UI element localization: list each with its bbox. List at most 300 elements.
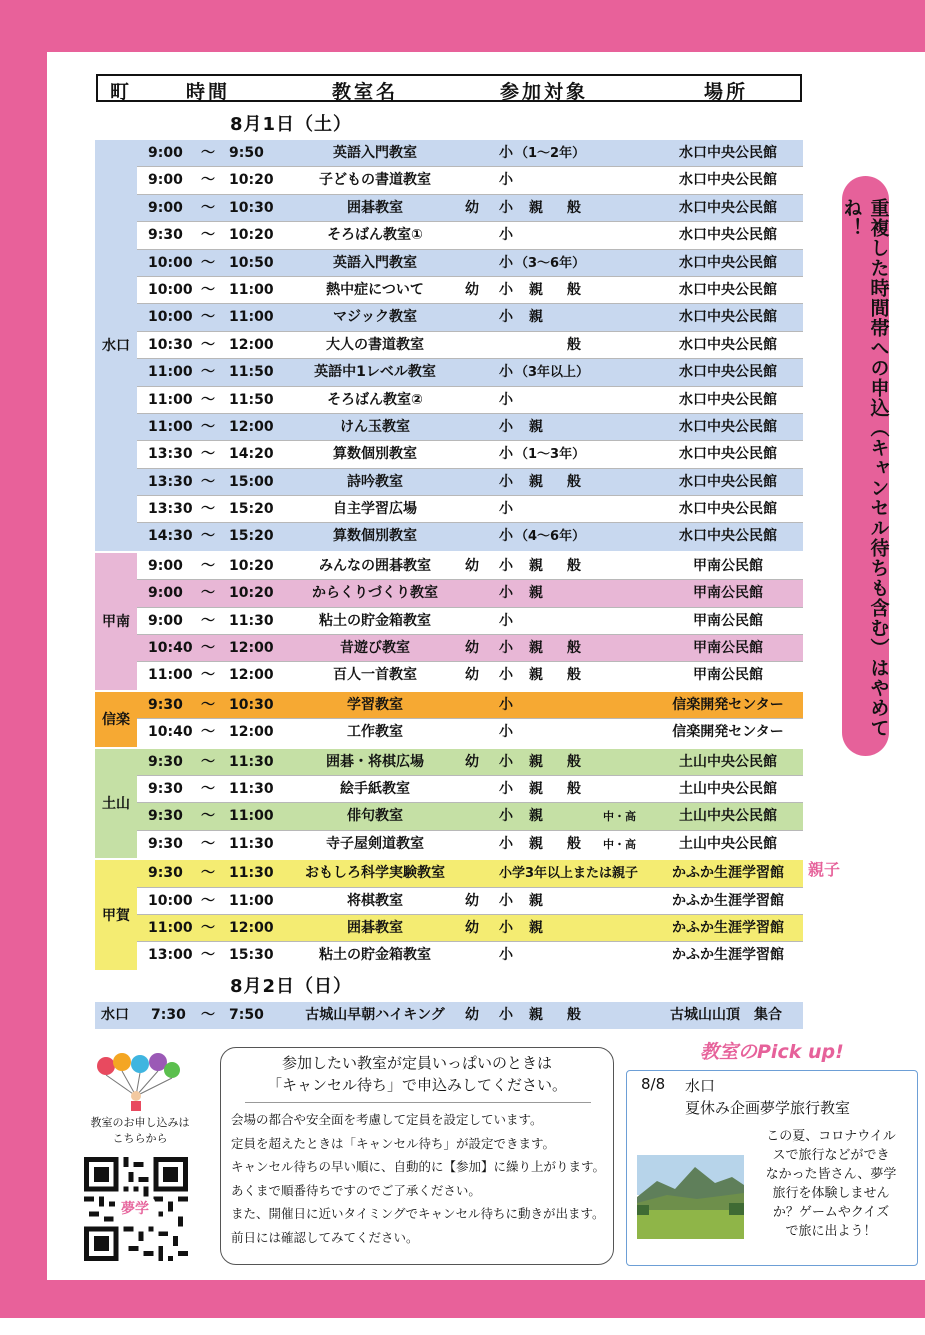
- start-time: 9:30: [148, 835, 183, 852]
- end-time: 15:20: [229, 501, 274, 518]
- start-time: 9:30: [148, 696, 183, 713]
- pickup-desc-2: スで旅行などができ: [772, 1148, 890, 1163]
- class-name: 学習教室: [347, 696, 403, 713]
- town-label: 水口: [95, 140, 137, 551]
- pickup-desc-5: か？ゲームやクイズ: [772, 1205, 890, 1220]
- class-name: 熱中症について: [326, 281, 424, 298]
- town-label: 信楽: [95, 692, 137, 747]
- target-preschool: 幼: [465, 281, 479, 298]
- venue: 信楽開発センター: [672, 724, 784, 741]
- target-elementary: 小: [499, 585, 513, 602]
- venue: 甲南公民館: [693, 667, 763, 684]
- venue: 水口中央公民館: [679, 446, 777, 463]
- target-note: （4～6年）: [515, 529, 586, 545]
- target-parent: 親: [529, 585, 543, 602]
- time-separator: ～: [201, 528, 215, 545]
- schedule-row: [137, 359, 803, 386]
- time-separator: ～: [201, 780, 215, 797]
- aug2-start: 7:30: [151, 1007, 186, 1023]
- notice-head-line1: 参加したい教室が定員いっぱいのときは: [281, 1054, 552, 1072]
- header-name: 教室名: [332, 81, 399, 103]
- end-time: 11:00: [229, 892, 274, 909]
- target-general: 般: [567, 667, 581, 684]
- target-elementary: 小: [499, 557, 513, 574]
- schedule-row: [137, 749, 803, 776]
- target-parent: 親: [529, 281, 543, 298]
- venue: 甲南公民館: [693, 557, 763, 574]
- aug2-tilde: ～: [201, 1007, 215, 1023]
- time-separator: ～: [201, 281, 215, 298]
- notice-line-1: 会場の都合や安全面を考慮して定員を設定しています。: [231, 1112, 543, 1127]
- schedule-row: [137, 831, 803, 858]
- time-separator: ～: [201, 753, 215, 770]
- venue: かふか生涯学習館: [672, 865, 784, 882]
- end-time: 10:30: [229, 696, 274, 713]
- time-separator: ～: [201, 557, 215, 574]
- class-name: 英語入門教室: [333, 254, 417, 271]
- start-time: 11:00: [148, 418, 193, 435]
- class-name: 粘土の貯金箱教室: [319, 612, 431, 629]
- end-time: 12:00: [229, 336, 274, 353]
- aug2-end: 7:50: [229, 1007, 264, 1023]
- start-time: 9:00: [148, 585, 183, 602]
- target-elementary: 小: [499, 919, 513, 936]
- schedule-row: [137, 140, 803, 167]
- schedule-row: [137, 860, 803, 887]
- schedule-row: [137, 942, 803, 969]
- time-separator: ～: [201, 254, 215, 271]
- class-name: 英語中1レベル教室: [314, 364, 436, 381]
- end-time: 11:30: [229, 753, 274, 770]
- start-time: 9:00: [148, 199, 183, 216]
- venue: 水口中央公民館: [679, 364, 777, 381]
- town-label: 甲南: [95, 553, 137, 690]
- class-name: 寺子屋剣道教室: [326, 835, 424, 852]
- schedule-row: [137, 332, 803, 359]
- target-elementary: 小: [499, 145, 513, 161]
- class-name: けん玉教室: [340, 418, 410, 435]
- time-separator: ～: [201, 364, 215, 381]
- target-elementary: 小: [499, 753, 513, 770]
- schedule-row: [137, 635, 803, 662]
- venue: 水口中央公民館: [679, 281, 777, 298]
- time-separator: ～: [201, 501, 215, 518]
- target-note: （1～3年）: [515, 447, 586, 463]
- target-preschool: 幼: [465, 892, 479, 909]
- end-time: 10:20: [229, 172, 274, 189]
- pickup-name: 夏休み企画夢学旅行教室: [685, 1099, 851, 1117]
- end-time: 9:50: [229, 145, 264, 161]
- schedule-row: [137, 719, 803, 746]
- schedule-row: [137, 915, 803, 942]
- town-block: [95, 692, 803, 749]
- aug2-town: 水口: [101, 1007, 129, 1023]
- venue: 土山中央公民館: [679, 808, 777, 825]
- venue: 信楽開発センター: [672, 696, 784, 713]
- start-time: 9:00: [148, 172, 183, 189]
- venue: 水口中央公民館: [679, 227, 777, 244]
- start-time: 10:40: [148, 724, 193, 741]
- target-general: 般: [567, 336, 581, 353]
- start-time: 9:00: [148, 145, 183, 161]
- balloons-icon: [92, 1052, 182, 1112]
- target-elementary: 小: [499, 835, 513, 852]
- start-time: 10:40: [148, 640, 193, 657]
- target-preschool: 幼: [465, 557, 479, 574]
- class-name: 英語入門教室: [333, 145, 417, 161]
- schedule-row: [137, 414, 803, 441]
- class-name: 昔遊び教室: [340, 640, 410, 657]
- class-name: 囲碁・将棋広場: [326, 753, 424, 770]
- start-time: 13:30: [148, 473, 193, 490]
- venue: 土山中央公民館: [679, 753, 777, 770]
- start-time: 9:30: [148, 227, 183, 244]
- header-time: 時間: [186, 81, 231, 103]
- class-name: 算数個別教室: [333, 528, 417, 545]
- time-separator: ～: [201, 865, 215, 882]
- end-time: 12:00: [229, 724, 274, 741]
- date-aug2: 8月2日（日）: [230, 976, 353, 997]
- class-name: からくりづくり教室: [312, 585, 438, 602]
- class-name: おもしろ科学実験教室: [305, 865, 445, 882]
- pickup-desc-6: で旅に出よう！: [785, 1224, 877, 1239]
- oyako-label: 親子: [808, 860, 841, 879]
- class-name: みんなの囲碁教室: [319, 557, 431, 574]
- class-name: 詩吟教室: [347, 473, 403, 490]
- schedule-row: [137, 195, 803, 222]
- schedule-row: [137, 469, 803, 496]
- target-elementary: 小: [499, 501, 513, 518]
- target-parent: 親: [529, 780, 543, 797]
- venue: かふか生涯学習館: [672, 947, 784, 964]
- target-elementary: 小: [499, 391, 513, 408]
- start-time: 10:00: [148, 254, 193, 271]
- venue: 水口中央公民館: [679, 418, 777, 435]
- end-time: 11:00: [229, 281, 274, 298]
- target-elementary: 小: [499, 892, 513, 909]
- class-name: 粘土の貯金箱教室: [319, 947, 431, 964]
- qr-label: 夢学: [115, 1198, 155, 1220]
- notice-line-6: 前日には確認してみてください。: [231, 1229, 419, 1245]
- schedule-row: [137, 167, 803, 194]
- target-elementary: 小: [499, 640, 513, 657]
- class-name: 俳句教室: [347, 808, 403, 825]
- schedule-row: [137, 277, 803, 304]
- time-separator: ～: [201, 336, 215, 353]
- aug2-y: 幼: [465, 1007, 479, 1023]
- notice-head-line2: 「キャンセル待ち」で申込みしてください。: [266, 1076, 567, 1094]
- date-aug1: 8月1日（土）: [230, 114, 353, 135]
- schedule-row: [137, 608, 803, 635]
- venue: 甲南公民館: [693, 640, 763, 657]
- target-general: 般: [567, 753, 581, 770]
- time-separator: ～: [201, 724, 215, 741]
- target-secondary: 中・高: [603, 837, 636, 851]
- target-elementary: 小: [499, 364, 513, 381]
- target-parent: 親: [529, 557, 543, 574]
- time-separator: ～: [201, 892, 215, 909]
- target-preschool: 幼: [465, 919, 479, 936]
- target-secondary: 中・高: [603, 810, 636, 824]
- aug2-i: 般: [567, 1007, 581, 1023]
- target-parent: 親: [529, 835, 543, 852]
- time-separator: ～: [201, 145, 215, 161]
- target-elementary: 小: [499, 528, 513, 545]
- start-time: 9:00: [148, 557, 183, 574]
- town-block: [95, 140, 803, 553]
- target-general: 般: [567, 835, 581, 852]
- class-name: 絵手紙教室: [340, 780, 410, 797]
- pickup-description: [751, 1127, 911, 1241]
- header-target: 参加対象: [500, 81, 589, 103]
- target-elementary: 小: [499, 199, 513, 216]
- end-time: 10:20: [229, 557, 274, 574]
- target-preschool: 幼: [465, 753, 479, 770]
- end-time: 11:50: [229, 364, 274, 381]
- schedule-row: [137, 776, 803, 803]
- notice-divider: [245, 1102, 591, 1103]
- start-time: 13:30: [148, 446, 193, 463]
- start-time: 11:00: [148, 391, 193, 408]
- target-elementary: 小: [499, 254, 513, 271]
- town-label: 土山: [95, 749, 137, 859]
- schedule-row: [137, 553, 803, 580]
- venue: 土山中央公民館: [679, 835, 777, 852]
- class-name: 算数個別教室: [333, 446, 417, 463]
- schedule-row: [137, 304, 803, 331]
- target-parent: 親: [529, 418, 543, 435]
- target-general: 般: [567, 199, 581, 216]
- pickup-town: 水口: [685, 1077, 716, 1095]
- class-name: 工作教室: [347, 724, 403, 741]
- start-time: 11:00: [148, 919, 193, 936]
- target-parent: 親: [529, 808, 543, 825]
- class-name: 子どもの書道教室: [319, 172, 431, 189]
- target-elementary: 小: [499, 612, 513, 629]
- start-time: 10:00: [148, 309, 193, 326]
- schedule-row: [137, 387, 803, 414]
- target-parent: 親: [529, 919, 543, 936]
- time-separator: ～: [201, 640, 215, 657]
- venue: 水口中央公民館: [679, 309, 777, 326]
- target-elementary: 小: [499, 281, 513, 298]
- end-time: 12:00: [229, 667, 274, 684]
- end-time: 11:30: [229, 780, 274, 797]
- time-separator: ～: [201, 947, 215, 964]
- table-header: [96, 74, 802, 102]
- pickup-date: 8/8: [641, 1075, 666, 1093]
- class-name: そろばん教室①: [327, 227, 423, 244]
- schedule-table: [95, 140, 803, 972]
- header-place: 場所: [704, 81, 749, 103]
- town-label: 甲賀: [95, 860, 137, 970]
- venue: 水口中央公民館: [679, 391, 777, 408]
- start-time: 9:30: [148, 865, 183, 882]
- pickup-desc-3: なかった皆さん、夢学: [765, 1167, 897, 1182]
- apply-text: [80, 1115, 200, 1147]
- time-separator: ～: [201, 585, 215, 602]
- start-time: 11:00: [148, 364, 193, 381]
- schedule-row: [137, 496, 803, 523]
- notice-line-5: また、開催日に近いタイミングでキャンセル待ちに動きが出ます。: [231, 1206, 605, 1221]
- target-general: 般: [567, 473, 581, 490]
- end-time: 12:00: [229, 919, 274, 936]
- end-time: 12:00: [229, 640, 274, 657]
- time-separator: ～: [201, 473, 215, 490]
- target-elementary: 小: [499, 780, 513, 797]
- venue: 水口中央公民館: [679, 473, 777, 490]
- venue: かふか生涯学習館: [672, 919, 784, 936]
- target-general: 般: [567, 640, 581, 657]
- target-elementary: 小: [499, 947, 513, 964]
- target-elementary: 小: [499, 309, 513, 326]
- end-time: 15:20: [229, 528, 274, 545]
- time-separator: ～: [201, 418, 215, 435]
- start-time: 14:30: [148, 528, 193, 545]
- target-elementary: 小: [499, 227, 513, 244]
- apply-text-line1: 教室のお申し込みは: [90, 1116, 190, 1129]
- schedule-row: [137, 803, 803, 830]
- start-time: 9:30: [148, 780, 183, 797]
- start-time: 9:30: [148, 808, 183, 825]
- end-time: 10:50: [229, 254, 274, 271]
- end-time: 11:30: [229, 612, 274, 629]
- pickup-card: [626, 1070, 918, 1266]
- time-separator: ～: [201, 446, 215, 463]
- class-name: マジック教室: [333, 309, 417, 326]
- time-separator: ～: [201, 227, 215, 244]
- venue: 水口中央公民館: [679, 199, 777, 216]
- notice-heading: [221, 1052, 613, 1096]
- landscape-photo: [637, 1155, 744, 1239]
- town-block: [95, 749, 803, 861]
- target-general: 般: [567, 557, 581, 574]
- aug2-name: 古城山早朝ハイキング: [305, 1007, 445, 1023]
- end-time: 10:20: [229, 227, 274, 244]
- target-preschool: 幼: [465, 640, 479, 657]
- target-preschool: 幼: [465, 667, 479, 684]
- aug2-row: [95, 1002, 803, 1029]
- start-time: 11:00: [148, 667, 193, 684]
- start-time: 13:00: [148, 947, 193, 964]
- start-time: 10:30: [148, 336, 193, 353]
- venue: 水口中央公民館: [679, 528, 777, 545]
- target-elementary: 小: [499, 808, 513, 825]
- schedule-row: [137, 250, 803, 277]
- notice-line-2: 定員を超えたときは「キャンセル待ち」が設定できます。: [231, 1135, 556, 1151]
- start-time: 13:30: [148, 501, 193, 518]
- notice-line-4: あくまで順番待ちですのでご了承ください。: [231, 1182, 481, 1198]
- venue: 水口中央公民館: [679, 145, 777, 161]
- end-time: 11:00: [229, 808, 274, 825]
- aug2-place: 古城山山頂 集合: [670, 1007, 782, 1023]
- time-separator: ～: [201, 808, 215, 825]
- cancel-wait-notice: [220, 1047, 614, 1265]
- time-separator: ～: [201, 172, 215, 189]
- end-time: 11:30: [229, 835, 274, 852]
- venue: かふか生涯学習館: [672, 892, 784, 909]
- time-separator: ～: [201, 919, 215, 936]
- class-name: 百人一首教室: [333, 667, 417, 684]
- target-elementary: 小: [499, 724, 513, 741]
- class-name: 将棋教室: [347, 892, 403, 909]
- time-separator: ～: [201, 612, 215, 629]
- venue: 水口中央公民館: [679, 336, 777, 353]
- target-parent: 親: [529, 753, 543, 770]
- venue: 水口中央公民館: [679, 501, 777, 518]
- target-general: 般: [567, 780, 581, 797]
- target-parent: 親: [529, 309, 543, 326]
- target-preschool: 幼: [465, 199, 479, 216]
- side-note-text: 重複した時間帯への申込（キャンセル待ちも含む）はやめてね！: [840, 198, 890, 738]
- schedule-row: [137, 222, 803, 249]
- time-separator: ～: [201, 391, 215, 408]
- class-name: 大人の書道教室: [326, 336, 424, 353]
- start-time: 10:00: [148, 281, 193, 298]
- end-time: 15:00: [229, 473, 274, 490]
- end-time: 11:50: [229, 391, 274, 408]
- target-elementary: 小: [499, 473, 513, 490]
- target-parent: 親: [529, 667, 543, 684]
- class-name: 囲碁教室: [347, 199, 403, 216]
- venue: 水口中央公民館: [679, 172, 777, 189]
- end-time: 10:20: [229, 585, 274, 602]
- town-block: [95, 553, 803, 692]
- target-parent: 親: [529, 473, 543, 490]
- class-name: 囲碁教室: [347, 919, 403, 936]
- end-time: 12:00: [229, 418, 274, 435]
- aug2-s: 小: [499, 1007, 513, 1023]
- target-general: 般: [567, 281, 581, 298]
- time-separator: ～: [201, 835, 215, 852]
- header-town: 町: [110, 81, 133, 103]
- time-separator: ～: [201, 309, 215, 326]
- target-note: （1～2年）: [515, 146, 586, 161]
- target-note: （3～6年）: [515, 255, 586, 271]
- time-separator: ～: [201, 199, 215, 216]
- target-parent: 親: [529, 892, 543, 909]
- end-time: 15:30: [229, 947, 274, 964]
- pickup-title: 教室のPick up!: [700, 1041, 844, 1063]
- pickup-desc-1: この夏、コロナウイル: [766, 1129, 896, 1144]
- target-parent: 親: [529, 640, 543, 657]
- aug2-o: 親: [529, 1007, 543, 1023]
- schedule-row: [137, 888, 803, 915]
- town-block: [95, 860, 803, 972]
- side-note-balloon: [842, 176, 889, 756]
- target-note: （3年以上）: [515, 365, 590, 381]
- venue: 土山中央公民館: [679, 780, 777, 797]
- bottom-strip: [0, 1318, 925, 1335]
- schedule-row: [137, 580, 803, 607]
- end-time: 11:00: [229, 309, 274, 326]
- pickup-desc-4: 旅行を体験しません: [772, 1186, 890, 1201]
- venue: 水口中央公民館: [679, 254, 777, 271]
- class-name: そろばん教室②: [327, 391, 423, 408]
- end-time: 14:20: [229, 446, 274, 463]
- schedule-row: [137, 523, 803, 550]
- target-elementary: 小: [499, 446, 513, 463]
- notice-line-3: キャンセル待ちの早い順に、自動的に【参加】に繰り上がります。: [231, 1159, 606, 1174]
- end-time: 10:30: [229, 199, 274, 216]
- notice-body: [231, 1108, 611, 1249]
- schedule-row: [137, 692, 803, 719]
- apply-text-line2: こちらから: [112, 1132, 168, 1145]
- venue: 甲南公民館: [693, 585, 763, 602]
- target-note: 小学3年以上または親子: [499, 866, 639, 882]
- time-separator: ～: [201, 667, 215, 684]
- end-time: 11:30: [229, 865, 274, 882]
